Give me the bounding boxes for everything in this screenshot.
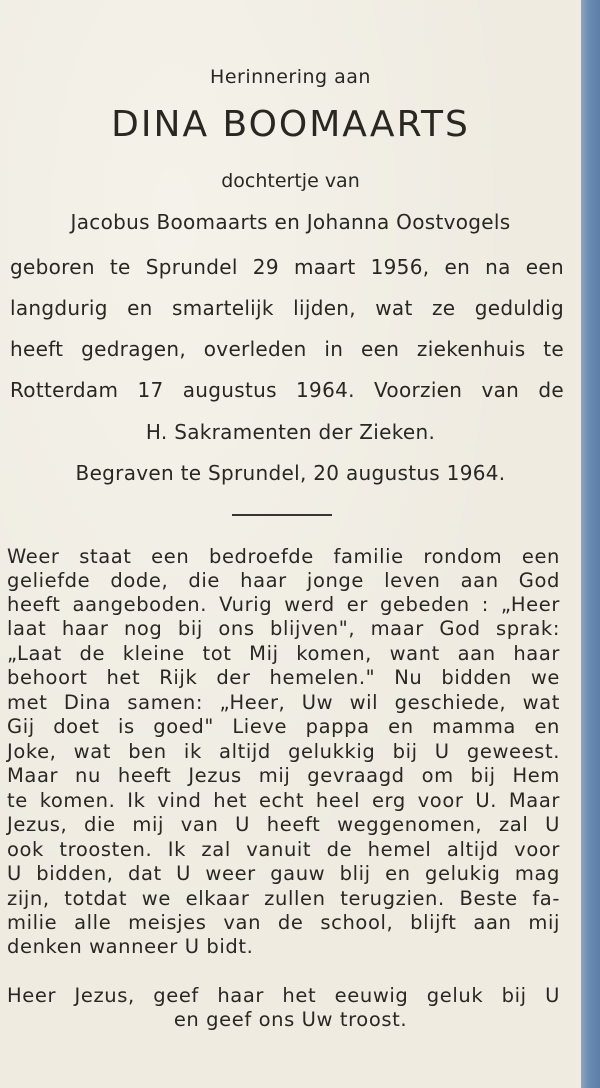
biography-line: geboren te Sprundel 29 maart 1956, en na een: [10, 255, 564, 279]
card-edge: [581, 0, 600, 1088]
text-line: zijn, totdat we elkaar zullen terugzien. Beste fa-: [7, 887, 560, 910]
prayer-line: en geef ons Uw troost.: [173, 1008, 408, 1031]
text-line: behoort het Rijk der hemelen." Nu bidden we: [7, 666, 560, 689]
text-line: te komen. Ik vind het echt heel erg voor U. Maar: [7, 789, 560, 812]
text-line: Jezus, die mij van U heeft weggenomen, zal U: [7, 813, 560, 836]
text-line: denken wanneer U bidt.: [7, 935, 254, 958]
biography-line: Rotterdam 17 augustus 1964. Voorzien van de: [10, 378, 564, 402]
text-line: met Dina samen: „Heer, Uw wil geschiede, wat: [7, 691, 560, 714]
text-line: ook troosten. Ik zal vanuit de hemel altijd voor: [7, 838, 560, 861]
text-line: milie alle meisjes van de school, blijft aan mij: [7, 911, 560, 934]
burial-line: Begraven te Sprundel, 20 augustus 1964.: [75, 461, 506, 485]
text-line: heeft aangeboden. Vurig werd er gebeden : „Heer: [7, 593, 560, 616]
text-line: laat haar nog bij ons blijven", maar God sprak:: [7, 617, 560, 640]
text-line: geliefde dode, die haar jonge leven aan God: [7, 569, 560, 592]
biography-line: heeft gedragen, overleden in een ziekenhuis te: [10, 337, 564, 361]
deceased-name: DINA BOOMAARTS: [111, 104, 470, 145]
card-pre-title: Herinnering aan: [210, 66, 371, 88]
text-line: Joke, wat ben ik altijd gelukkig bij U geweest.: [7, 740, 560, 763]
text-line: U bidden, dat U weer gauw blij en gelukig mag: [7, 862, 560, 885]
prayer-line: Heer Jezus, geef haar het eeuwig geluk bij U: [7, 984, 560, 1007]
text-line: „Laat de kleine tot Mij komen, want aan haar: [7, 642, 560, 665]
text-line: Weer staat een bedroefde familie rondom een: [7, 545, 560, 568]
section-divider: [232, 514, 332, 516]
parents-line: Jacobus Boomaarts en Johanna Oostvogels: [70, 210, 511, 234]
card-subtitle: dochtertje van: [221, 170, 360, 192]
text-line: Maar nu heeft Jezus mij gevraagd om bij Hem: [7, 764, 560, 787]
biography-line: H. Sakramenten der Zieken.: [145, 420, 436, 444]
biography-line: langdurig en smartelijk lijden, wat ze geduldig: [10, 296, 564, 320]
text-line: Gij doet is goed" Lieve pappa en mamma en: [7, 715, 560, 738]
